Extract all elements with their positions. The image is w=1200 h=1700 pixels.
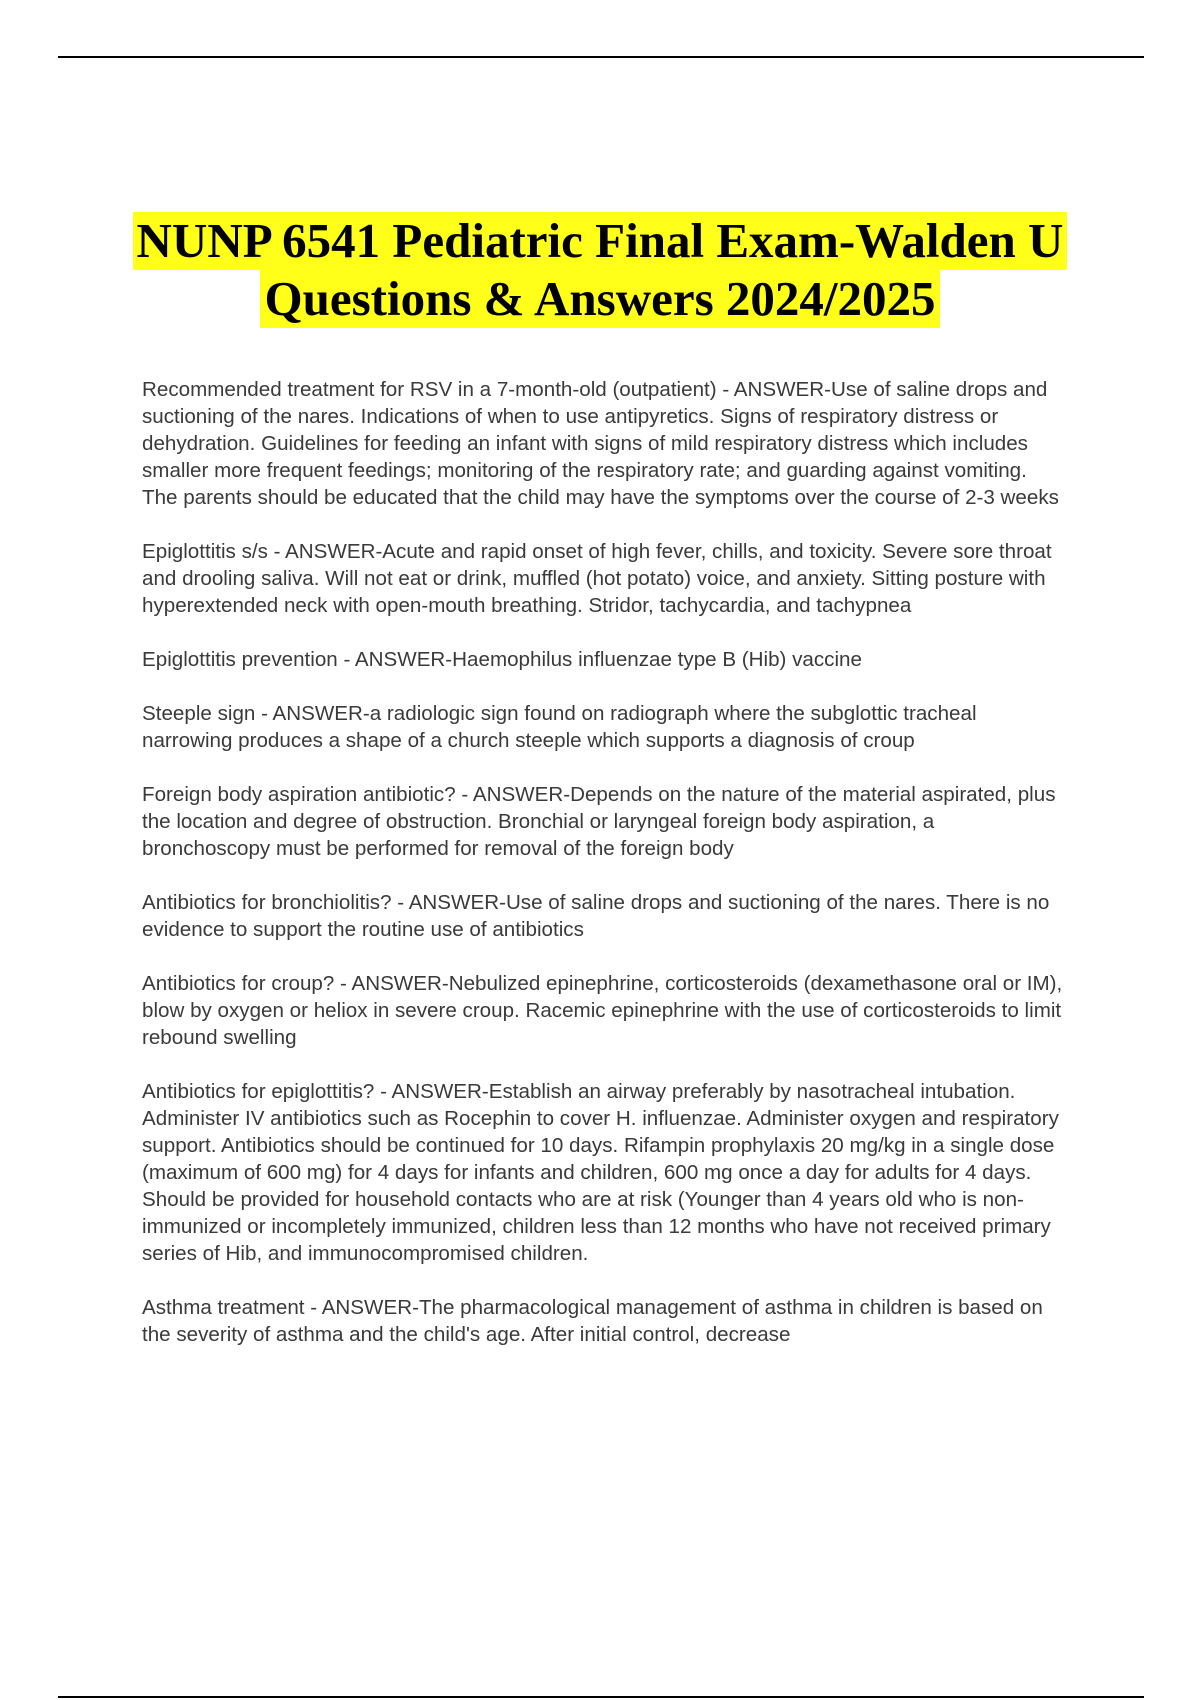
qa-item-bronchiolitis: Antibiotics for bronchiolitis? - ANSWER-Use of saline drops and suctioning of the nares. There is no evidence to support the routine use of antibiotics bbox=[142, 891, 1050, 941]
title-line-1: NUNP 6541 Pediatric Final Exam-Walden U bbox=[133, 212, 1068, 270]
qa-list bbox=[142, 376, 1067, 1375]
title-line-2: Questions & Answers 2024/2025 bbox=[260, 270, 939, 328]
qa-item-foreign-body: Foreign body aspiration antibiotic? - ANSWER-Depends on the nature of the material aspirated, plus the location and degree of obstruction. Bronchial or laryngeal foreign body aspiration, a bronchoscopy must be performed for removal of the foreign body bbox=[142, 783, 1056, 860]
qa-item-steeple-sign: Steeple sign - ANSWER-a radiologic sign found on radiograph where the subglottic tracheal narrowing produces a shape of a church steeple which supports a diagnosis of croup bbox=[142, 702, 977, 752]
document-title bbox=[60, 212, 1140, 328]
bottom-rule bbox=[58, 1696, 1144, 1698]
qa-item-croup: Antibiotics for croup? - ANSWER-Nebulized epinephrine, corticosteroids (dexamethasone oral or IM), blow by oxygen or heliox in severe croup. Racemic epinephrine with the use of corticosteroids to limit rebound swelling bbox=[142, 972, 1063, 1049]
qa-item-rsv-treatment: Recommended treatment for RSV in a 7-month-old (outpatient) - ANSWER-Use of saline drops and suctioning of the nares. Indications of when to use antipyretics. Signs of respiratory distress or dehydration. Guidelines for feeding an infant with signs of mild respiratory distress which includes smaller more frequent feedings; monitoring of the respiratory rate; and guarding against vomiting. The parents should be educated that the child may have the symptoms over the course of 2-3 weeks bbox=[142, 378, 1059, 509]
qa-item-asthma-treatment: Asthma treatment - ANSWER-The pharmacological management of asthma in children is based on the severity of asthma and the child's age. After initial control, decrease bbox=[142, 1296, 1043, 1346]
qa-item-epiglottitis-antibiotics: Antibiotics for epiglottitis? - ANSWER-Establish an airway preferably by nasotracheal intubation. Administer IV antibiotics such as Rocephin to cover H. influenzae. Administer oxygen and respiratory support. Antibiotics should be continued for 10 days. Rifampin prophylaxis 20 mg/kg in a single dose (maximum of 600 mg) for 4 days for infants and children, 600 mg once a day for adults for 4 days. Should be provided for household contacts who are at risk (Younger than 4 years old who is non-immunized or incompletely immunized, children less than 12 months who have not received primary series of Hib, and immunocompromised children. bbox=[142, 1080, 1059, 1265]
qa-item-epiglottitis-prevention: Epiglottitis prevention - ANSWER-Haemophilus influenzae type B (Hib) vaccine bbox=[142, 648, 862, 671]
qa-item-epiglottitis-signs: Epiglottitis s/s - ANSWER-Acute and rapid onset of high fever, chills, and toxicity. Severe sore throat and drooling saliva. Will not eat or drink, muffled (hot potato) voice, and anxiety. Sitting posture with hyperextended neck with open-mouth breathing. Stridor, tachycardia, and tachypnea bbox=[142, 540, 1052, 617]
top-rule bbox=[58, 56, 1144, 58]
